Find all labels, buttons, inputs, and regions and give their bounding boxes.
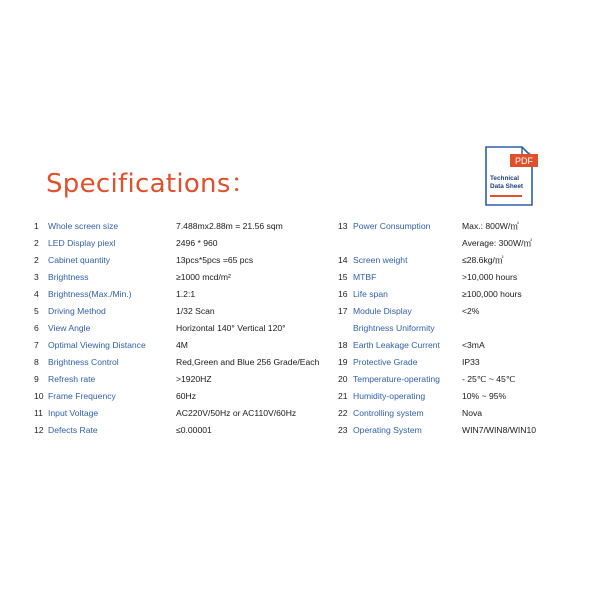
spec-value: 7.488mx2.88m = 21.56 sqm <box>176 221 283 231</box>
spec-label: View Angle <box>48 323 91 333</box>
spec-label: Defects Rate <box>48 425 98 435</box>
spec-value: WIN7/WIN8/WIN10 <box>462 425 537 435</box>
spec-label: Humidity-operating <box>353 391 426 401</box>
spec-label: LED Display piexl <box>48 238 116 248</box>
spec-number: 14 <box>338 255 348 265</box>
spec-label: Cabinet quantity <box>48 255 111 265</box>
spec-value: Horizontal 140° Vertical 120° <box>176 323 286 333</box>
spec-value: Max.: 800W/㎡ <box>462 221 519 231</box>
spec-number: 2 <box>34 238 39 248</box>
spec-value: AC220V/50Hz or AC110V/60Hz <box>176 408 297 418</box>
pdf-badge-text: PDF <box>515 156 533 166</box>
spec-number: 22 <box>338 408 348 418</box>
spec-number: 4 <box>34 289 39 299</box>
spec-number: 3 <box>34 272 39 282</box>
spec-value: 2496 * 960 <box>176 238 218 248</box>
spec-number: 6 <box>34 323 39 333</box>
spec-value: - 25℃ ~ 45℃ <box>462 374 516 384</box>
spec-label: Life span <box>353 289 388 299</box>
spec-value: ≤28.6kg/㎡ <box>462 255 504 265</box>
spec-label: Controlling system <box>353 408 424 418</box>
spec-label: Whole screen size <box>48 221 119 231</box>
spec-value: 4M <box>176 340 188 350</box>
spec-number: 9 <box>34 374 39 384</box>
spec-value: <2% <box>462 306 480 316</box>
spec-number: 19 <box>338 357 348 367</box>
spec-number: 1 <box>34 221 39 231</box>
spec-label: Screen weight <box>353 255 408 265</box>
spec-number: 23 <box>338 425 348 435</box>
spec-value: Red,Green and Blue 256 Grade/Each <box>176 357 320 367</box>
spec-number: 11 <box>34 408 43 418</box>
spec-number: 20 <box>338 374 348 384</box>
spec-value: 60Hz <box>176 391 197 401</box>
spec-number: 12 <box>34 425 44 435</box>
pdf-accent-bar <box>490 195 522 197</box>
spec-number: 15 <box>338 272 348 282</box>
spec-value: Nova <box>462 408 483 418</box>
spec-value: ≥1000 mcd/m² <box>176 272 231 282</box>
spec-number: 7 <box>34 340 39 350</box>
page-title: Specifications： <box>46 169 257 199</box>
spec-label: Input Voltage <box>48 408 99 418</box>
spec-label: Operating System <box>353 425 422 435</box>
spec-label: Temperature-operating <box>353 374 440 384</box>
spec-number: 16 <box>338 289 348 299</box>
spec-label: Power Consumption <box>353 221 431 231</box>
spec-label: Optimal Viewing Distance <box>48 340 146 350</box>
spec-number: 2 <box>34 255 39 265</box>
spec-label: Refresh rate <box>48 374 96 384</box>
spec-value: >1920HZ <box>176 374 212 384</box>
spec-label: Brightness <box>48 272 89 282</box>
spec-label: Brightness(Max./Min.) <box>48 289 132 299</box>
spec-label: Module Display <box>353 306 412 316</box>
spec-label: Driving Method <box>48 306 106 316</box>
spec-label: Brightness Uniformity <box>353 323 435 333</box>
spec-label: Brightness Control <box>48 357 119 367</box>
spec-value: 1/32 Scan <box>176 306 215 316</box>
spec-value: Average: 300W/㎡ <box>462 238 533 248</box>
spec-number: 10 <box>34 391 44 401</box>
spec-label: Earth Leakage Current <box>353 340 440 350</box>
spec-value: ≤0.00001 <box>176 425 212 435</box>
spec-number: 18 <box>338 340 348 350</box>
spec-number: 21 <box>338 391 348 401</box>
pdf-datasheet-icon[interactable] <box>484 143 540 209</box>
spec-number: 5 <box>34 306 39 316</box>
spec-value: ≥100,000 hours <box>462 289 522 299</box>
pdf-line-1: Technical <box>490 175 520 182</box>
spec-value: 10% ~ 95% <box>462 391 507 401</box>
spec-label: Protective Grade <box>353 357 418 367</box>
spec-number: 13 <box>338 221 348 231</box>
spec-value: <3mA <box>462 340 485 350</box>
spec-value: 1.2:1 <box>176 289 196 299</box>
spec-number: 17 <box>338 306 348 316</box>
spec-value: IP33 <box>462 357 480 367</box>
spec-value: 13pcs*5pcs =65 pcs <box>176 255 254 265</box>
spec-label: Frame Frequency <box>48 391 116 401</box>
spec-label: MTBF <box>353 272 377 282</box>
spec-number: 8 <box>34 357 39 367</box>
spec-value: >10,000 hours <box>462 272 518 282</box>
pdf-line-2: Data Sheet <box>490 183 524 190</box>
